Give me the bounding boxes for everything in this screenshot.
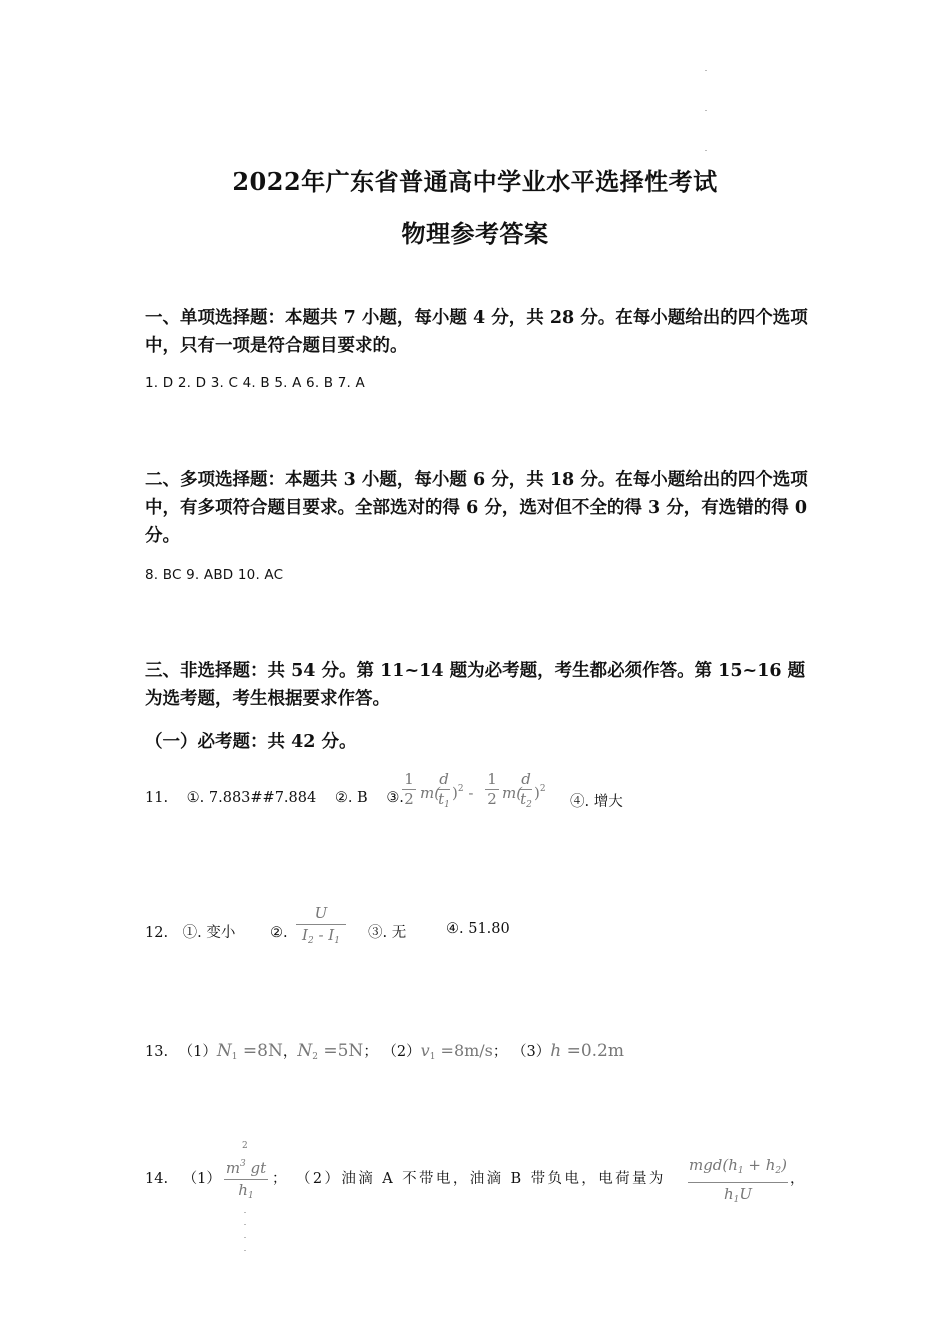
q13-semicolon: ；: [363, 1044, 378, 1060]
speck: [244, 1224, 246, 1225]
q14-formula-2: $mgd(h_1 + h_2)$ $h_1U$: [688, 1156, 788, 1205]
q12-part1: ①. 变小: [182, 925, 236, 941]
q12-number: 12.: [145, 925, 169, 941]
q13-v1: $v_1 =8m/s$: [420, 1041, 493, 1062]
q13-part2-label: （2）: [382, 1044, 421, 1060]
q14-part2-text: （2）油滴 A 不带电，油滴 B 带负电，电荷量为: [296, 1171, 666, 1187]
q11-part4: ④. 增大: [570, 794, 623, 810]
q13-semicolon: ；: [492, 1044, 508, 1060]
q13-part1-label: （1）: [178, 1044, 217, 1060]
question-13: [145, 1040, 624, 1062]
document-title: 2022年广东省普通高中学业水平选择性考试: [232, 167, 718, 196]
section3-subheading: （一）必考题：共 42 分。: [145, 732, 357, 752]
q11-number: 11.: [145, 790, 169, 806]
section1-answers: 1. D 2. D 3. C 4. B 5. A 6. B 7. A: [145, 375, 365, 391]
q14-formula-1: 2 $m^3$ gt $h_1$: [225, 1141, 267, 1201]
q12-part2-label: ②.: [270, 925, 288, 941]
q13-n1: $N_1 =8N$: [216, 1041, 283, 1062]
question-12: [145, 921, 288, 942]
speck: [705, 110, 707, 111]
section3-heading: 三、非选择题：共 54 分。第 11~14 题为必考题，考生都必须作答。第 15~16 题为选考题，考生根据要求作答。: [145, 661, 806, 709]
q11-part3-label: ③.: [386, 790, 404, 806]
question-11: [145, 790, 404, 806]
q13-number: 13.: [145, 1044, 169, 1060]
q11-formula: 1 2 m( d $t_1$ )$^2$ - 1 2 m( d $t_2$ )$^2$: [400, 770, 570, 826]
q13-comma: ，: [282, 1044, 298, 1060]
q14-end: ，: [790, 1171, 805, 1187]
section1-heading: 一、单项选择题：本题共 7 小题，每小题 4 分，共 28 分。在每小题给出的四个选项中，只有一项是符合题目要求的。: [145, 308, 808, 356]
q12-part4: ④. 51.80: [446, 921, 510, 937]
q11-part2: ②. B: [334, 790, 368, 806]
q13-h: h =0.2m: [550, 1041, 624, 1061]
speck: [705, 70, 707, 71]
q14-part1-label: （1）: [182, 1171, 221, 1187]
document-subtitle: 物理参考答案: [401, 219, 549, 248]
speck: [244, 1237, 246, 1238]
question-14: [145, 1167, 221, 1188]
q11-part1: ①. 7.883##7.884: [186, 790, 317, 806]
q12-part3: ③. 无: [368, 925, 407, 941]
section2-heading: 二、多项选择题：本题共 3 小题，每小题 6 分，共 18 分。在每小题给出的四个选项中，有多项符合题目要求。全部选对的得 6 分，选对但不全的得 3 分，有选错的得 0 分。: [145, 470, 808, 546]
q14-number: 14.: [145, 1171, 169, 1187]
q13-part3-label: （3）: [512, 1044, 551, 1060]
q14-semicolon: ；: [272, 1171, 287, 1187]
section2-answers: 8. BC 9. ABD 10. AC: [145, 567, 284, 583]
speck: [244, 1212, 246, 1213]
q13-n2: $N_2 =5N$: [297, 1041, 364, 1062]
q12-formula: U $I_2 - I_1$: [296, 903, 346, 952]
speck: [705, 150, 707, 151]
speck: [244, 1250, 246, 1251]
